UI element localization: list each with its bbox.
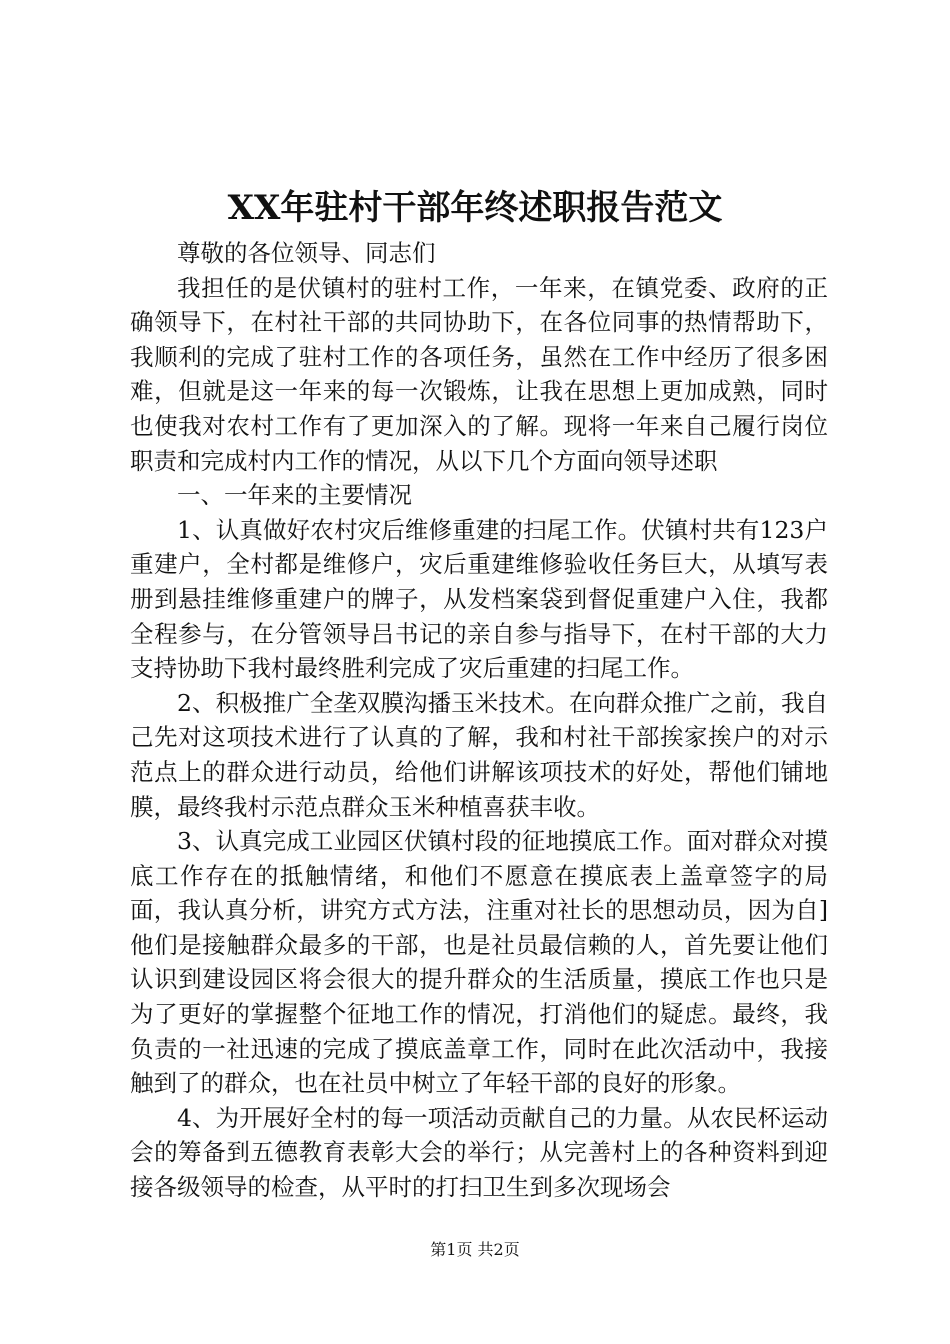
document-body — [130, 236, 828, 1205]
document-title: XX年驻村干部年终述职报告范文 — [227, 188, 723, 228]
page-number-footer: 第1页 共2页 — [430, 1240, 520, 1259]
intro-paragraph: 我担任的是伏镇村的驻村工作，一年来，在镇党委、政府的正确领导下，在村社干部的共同协助下，在各位同事的热情帮助下，我顺利的完成了驻村工作的各项任务，虽然在工作中经历了很多困难，但就是这一年来的每一次锻炼，让我在思想上更加成熟，同时也使我对农村工作有了更加深入的了解。现将一年来自己履行岗位职责和完成村内工作的情况，从以下几个方面向领导述职 — [130, 273, 828, 475]
salutation-paragraph: 尊敬的各位领导、同志们 — [177, 239, 436, 267]
item-3-paragraph: 3、认真完成工业园区伏镇村段的征地摸底工作。面对群众对摸底工作存在的抵触情绪，和他们不愿意在摸底表上盖章签字的局面，我认真分析，讲究方式方法，注重对社长的思想动员，因为自]他们是接触群众最多的干部，也是社员最信赖的人，首先要让他们认识到建设园区将会很大的提升群众的生活质量，摸底工作也只是为了更好的掌握整个征地工作的情况，打消他们的疑虑。最终，我负责的一社迅速的完成了摸底盖章工作，同时在此次活动中，我接触到了的群众，也在社员中树立了年轻干部的良好的形象。 — [130, 827, 828, 1098]
item-2-paragraph: 2、积极推广全垄双膜沟播玉米技术。在向群众推广之前，我自己先对这项技术进行了认真的了解，我和村社干部挨家挨户的对示范点上的群众进行动员，给他们讲解该项技术的好处，帮他们铺地膜，最终我村示范点群众玉米种植喜获丰收。 — [130, 688, 828, 821]
section-heading: 一、一年来的主要情况 — [177, 481, 412, 510]
item-4-paragraph: 4、为开展好全村的每一项活动贡献自己的力量。从农民杯运动会的筹备到五德教育表彰大会的举行；从完善村上的各种资料到迎接各级领导的检查，从平时的打扫卫生到多次现场会 — [130, 1103, 828, 1202]
item-1-paragraph: 1、认真做好农村灾后维修重建的扫尾工作。伏镇村共有123户重建户，全村都是维修户，灾后重建维修验收任务巨大，从填写表册到悬挂维修重建户的牌子，从发档案袋到督促重建户入住，我都全程参与，在分管领导吕书记的亲自参与指导下，在村干部的大力支持协助下我村最终胜利完成了灾后重建的扫尾工作。 — [130, 515, 828, 683]
